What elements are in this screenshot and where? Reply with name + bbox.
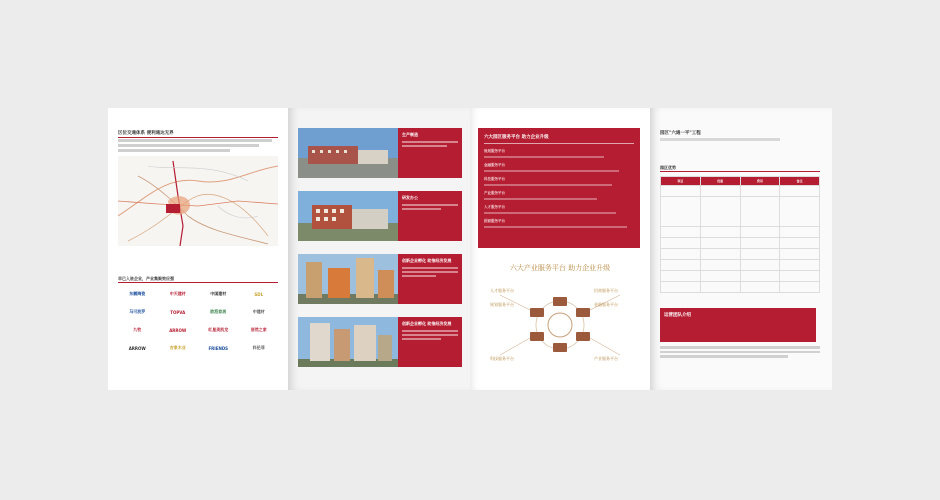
brochure-panel-services — [470, 108, 650, 390]
table-row — [661, 186, 820, 197]
building-desc — [402, 267, 458, 277]
table-row — [661, 227, 820, 238]
table-header-row — [661, 177, 820, 186]
table-row — [661, 238, 820, 249]
tenant-logo: 中国建材 — [210, 291, 227, 296]
table-row — [661, 249, 820, 260]
table-row — [661, 197, 820, 227]
building-info — [398, 191, 462, 241]
service-item-desc — [484, 198, 634, 200]
building-photo — [298, 317, 398, 367]
svg-text:规划服务平台: 规划服务平台 — [490, 302, 514, 307]
tenant-logo: 吉象木业 — [169, 345, 186, 350]
service-item-title: 科技服务平台 — [484, 176, 505, 181]
table-header-cell: 费用 — [740, 177, 780, 186]
building-info — [398, 317, 462, 367]
location-body-text — [118, 139, 278, 152]
building-row — [294, 128, 462, 178]
building-desc — [402, 204, 458, 210]
brochure-panel-location — [108, 108, 288, 390]
tenant-logo: 东鹏陶瓷 — [129, 291, 146, 296]
table-row — [661, 271, 820, 282]
heading-rule — [118, 137, 278, 138]
tenant-logo: 欧派家居 — [210, 309, 227, 314]
svg-text:金融服务平台: 金融服务平台 — [594, 302, 618, 307]
tenant-logo: 科伦菲 — [252, 345, 265, 350]
intro-red-block — [660, 308, 816, 342]
svg-text:产业服务平台: 产业服务平台 — [594, 356, 618, 361]
service-wheel-diagram — [490, 280, 630, 370]
building-title: 创新企业孵化 助推经济发展 — [402, 321, 452, 326]
service-item-desc — [484, 156, 634, 158]
building-photo — [298, 254, 398, 304]
table-heading: 园区优势 — [660, 165, 676, 170]
brochure-panel-buildings — [288, 108, 470, 390]
table-header-cell: 备注 — [780, 177, 820, 186]
building-info — [398, 254, 462, 304]
service-item-title: 招商服务平台 — [484, 218, 505, 223]
building-desc — [402, 141, 458, 147]
policy-heading: 园区"六通一平"工程 — [660, 131, 701, 136]
logos-heading: 早已入驻企业，产业集聚效应强 — [118, 276, 174, 281]
regional-map — [118, 156, 278, 246]
service-item-desc — [484, 226, 634, 228]
service-item-title: 规划服务平台 — [484, 148, 505, 153]
tenant-logo: TOPVA — [170, 309, 186, 315]
service-item-title: 人才服务平台 — [484, 204, 505, 209]
services-heading: 六大园区服务平台 助力企业升级 — [484, 135, 549, 140]
building-row — [294, 191, 462, 241]
tenant-logo: 九牧 — [133, 327, 142, 332]
table-header-cell: 优惠 — [700, 177, 740, 186]
building-title: 研发办公 — [402, 195, 418, 200]
table-row — [661, 282, 820, 293]
tenant-logo: FRIENDS — [208, 345, 229, 351]
services-rule — [484, 143, 634, 144]
service-item-title: 金融服务平台 — [484, 162, 505, 167]
building-photo — [298, 128, 398, 178]
intro-body-text — [660, 346, 820, 358]
tenant-logo: 红星美凯龙 — [208, 327, 229, 332]
service-item-desc — [484, 170, 634, 172]
svg-text:招商服务平台: 招商服务平台 — [594, 288, 618, 293]
tenant-logo: ARROW — [128, 345, 146, 351]
svg-text:人才服务平台: 人才服务平台 — [490, 288, 514, 293]
svg-text:科技服务平台: 科技服务平台 — [490, 356, 514, 361]
service-item-desc — [484, 212, 634, 214]
tenant-logo: 居然之家 — [250, 327, 267, 332]
tenant-logo: 马可波罗 — [129, 309, 146, 314]
table-rule — [660, 171, 820, 172]
intro-heading: 运营团队介绍 — [664, 313, 691, 318]
building-row — [294, 317, 462, 367]
tenant-logo: SDL — [254, 291, 264, 297]
table-row — [661, 260, 820, 271]
tenant-logo: ARROW — [169, 327, 187, 333]
building-info — [398, 128, 462, 178]
building-desc — [402, 330, 458, 340]
building-title: 创新企业孵化 助推经济发展 — [402, 258, 452, 263]
building-title: 生产制造 — [402, 132, 418, 137]
tenant-logo: 中建材 — [252, 309, 265, 314]
logos-rule — [118, 282, 278, 283]
wheel-title: 六大产业服务平台 助力企业升级 — [509, 264, 611, 272]
building-photo — [298, 191, 398, 241]
service-item-title: 产业服务平台 — [484, 190, 505, 195]
building-row — [294, 254, 462, 304]
tenant-logo: 中天建材 — [169, 291, 186, 296]
location-heading: 区位交通体系 便利通达无界 — [118, 131, 174, 136]
services-red-block — [478, 128, 640, 248]
policy-subtext — [660, 138, 780, 141]
policy-table — [660, 176, 820, 293]
table-header-cell: 项目 — [661, 177, 701, 186]
brochure-panel-policy — [650, 108, 832, 390]
tenant-logo-grid — [120, 288, 276, 354]
service-item-desc — [484, 184, 634, 186]
